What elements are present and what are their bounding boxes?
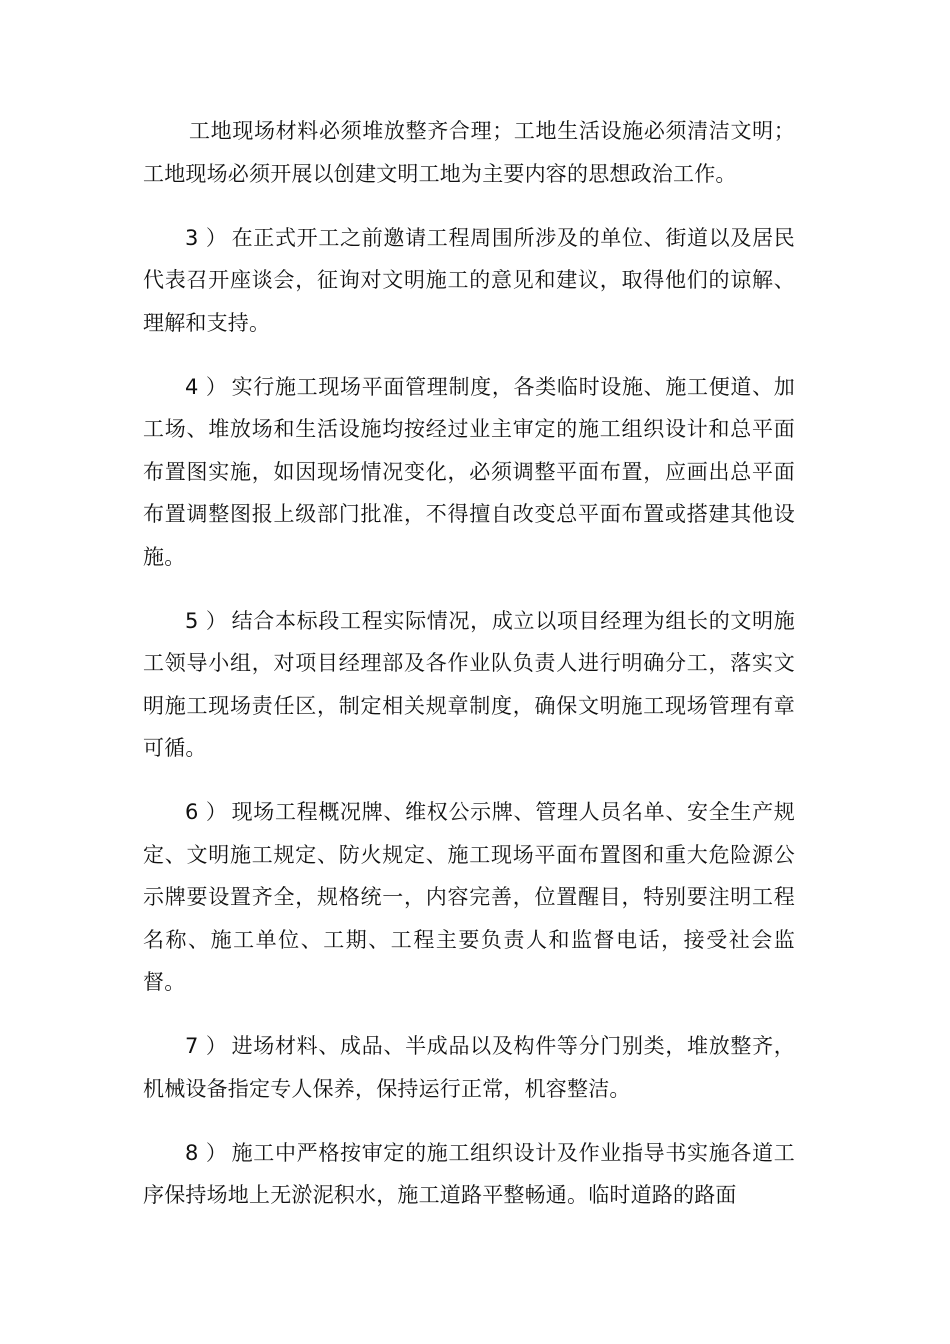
paragraph-text: 进场材料、成品、半成品以及构件等分门别类，堆放整齐，机械设备指定专人保养，保持运行正常，机容整洁。 [143,1034,796,1101]
paragraph-text: 现场工程概况牌、维权公示牌、管理人员名单、安全生产规定、文明施工规定、防火规定、施工现场平面布置图和重大危险源公示牌要设置齐全，规格统一，内容完善，位置醒目，特别要注明工程名称、施工单位、工期、工程主要负责人和监督电话，接受社会监督。 [143,800,796,994]
paragraph-number: 3 ） [185,225,228,250]
paragraph-4 [143,366,795,579]
paragraph-3 [143,217,795,345]
paragraph-1 [143,110,795,195]
paragraph-5 [143,600,795,770]
paragraph-6 [143,791,795,1004]
paragraph-number: 8 ） [185,1140,228,1165]
paragraph-number: 7 ） [185,1034,228,1058]
paragraph-number: 6 ） [185,800,228,824]
paragraph-7 [143,1025,795,1110]
paragraph-text: 实行施工现场平面管理制度，各类临时设施、施工便道、加工场、堆放场和生活设施均按经过业主审定的施工组织设计和总平面布置图实施，如因现场情况变化，必须调整平面布置，应画出总平面布置调整图报上级部门批准，不得擅自改变总平面布置或搭建其他设施。 [143,374,796,569]
paragraph-text: 在正式开工之前邀请工程周围所涉及的单位、街道以及居民代表召开座谈会，征询对文明施工的意见和建议，取得他们的谅解、理解和支持。 [143,225,796,335]
document-body [143,110,795,1238]
paragraph-text: 结合本标段工程实际情况，成立以项目经理为组长的文明施工领导小组，对项目经理部及各作业队负责人进行明确分工，落实文明施工现场责任区，制定相关规章制度，确保文明施工现场管理有章可循。 [143,608,796,760]
paragraph-text: 工地现场材料必须堆放整齐合理；工地生活设施必须清洁文明；工地现场必须开展以创建文明工地为主要内容的思想政治工作。 [143,119,795,186]
paragraph-8 [143,1132,795,1217]
paragraph-text: 施工中严格按审定的施工组织设计及作业指导书实施各道工序保持场地上无淤泥积水，施工道路平整畅通。临时道路的路面 [143,1140,796,1207]
paragraph-number: 5 ） [185,608,228,633]
paragraph-number: 4 ） [185,374,228,399]
